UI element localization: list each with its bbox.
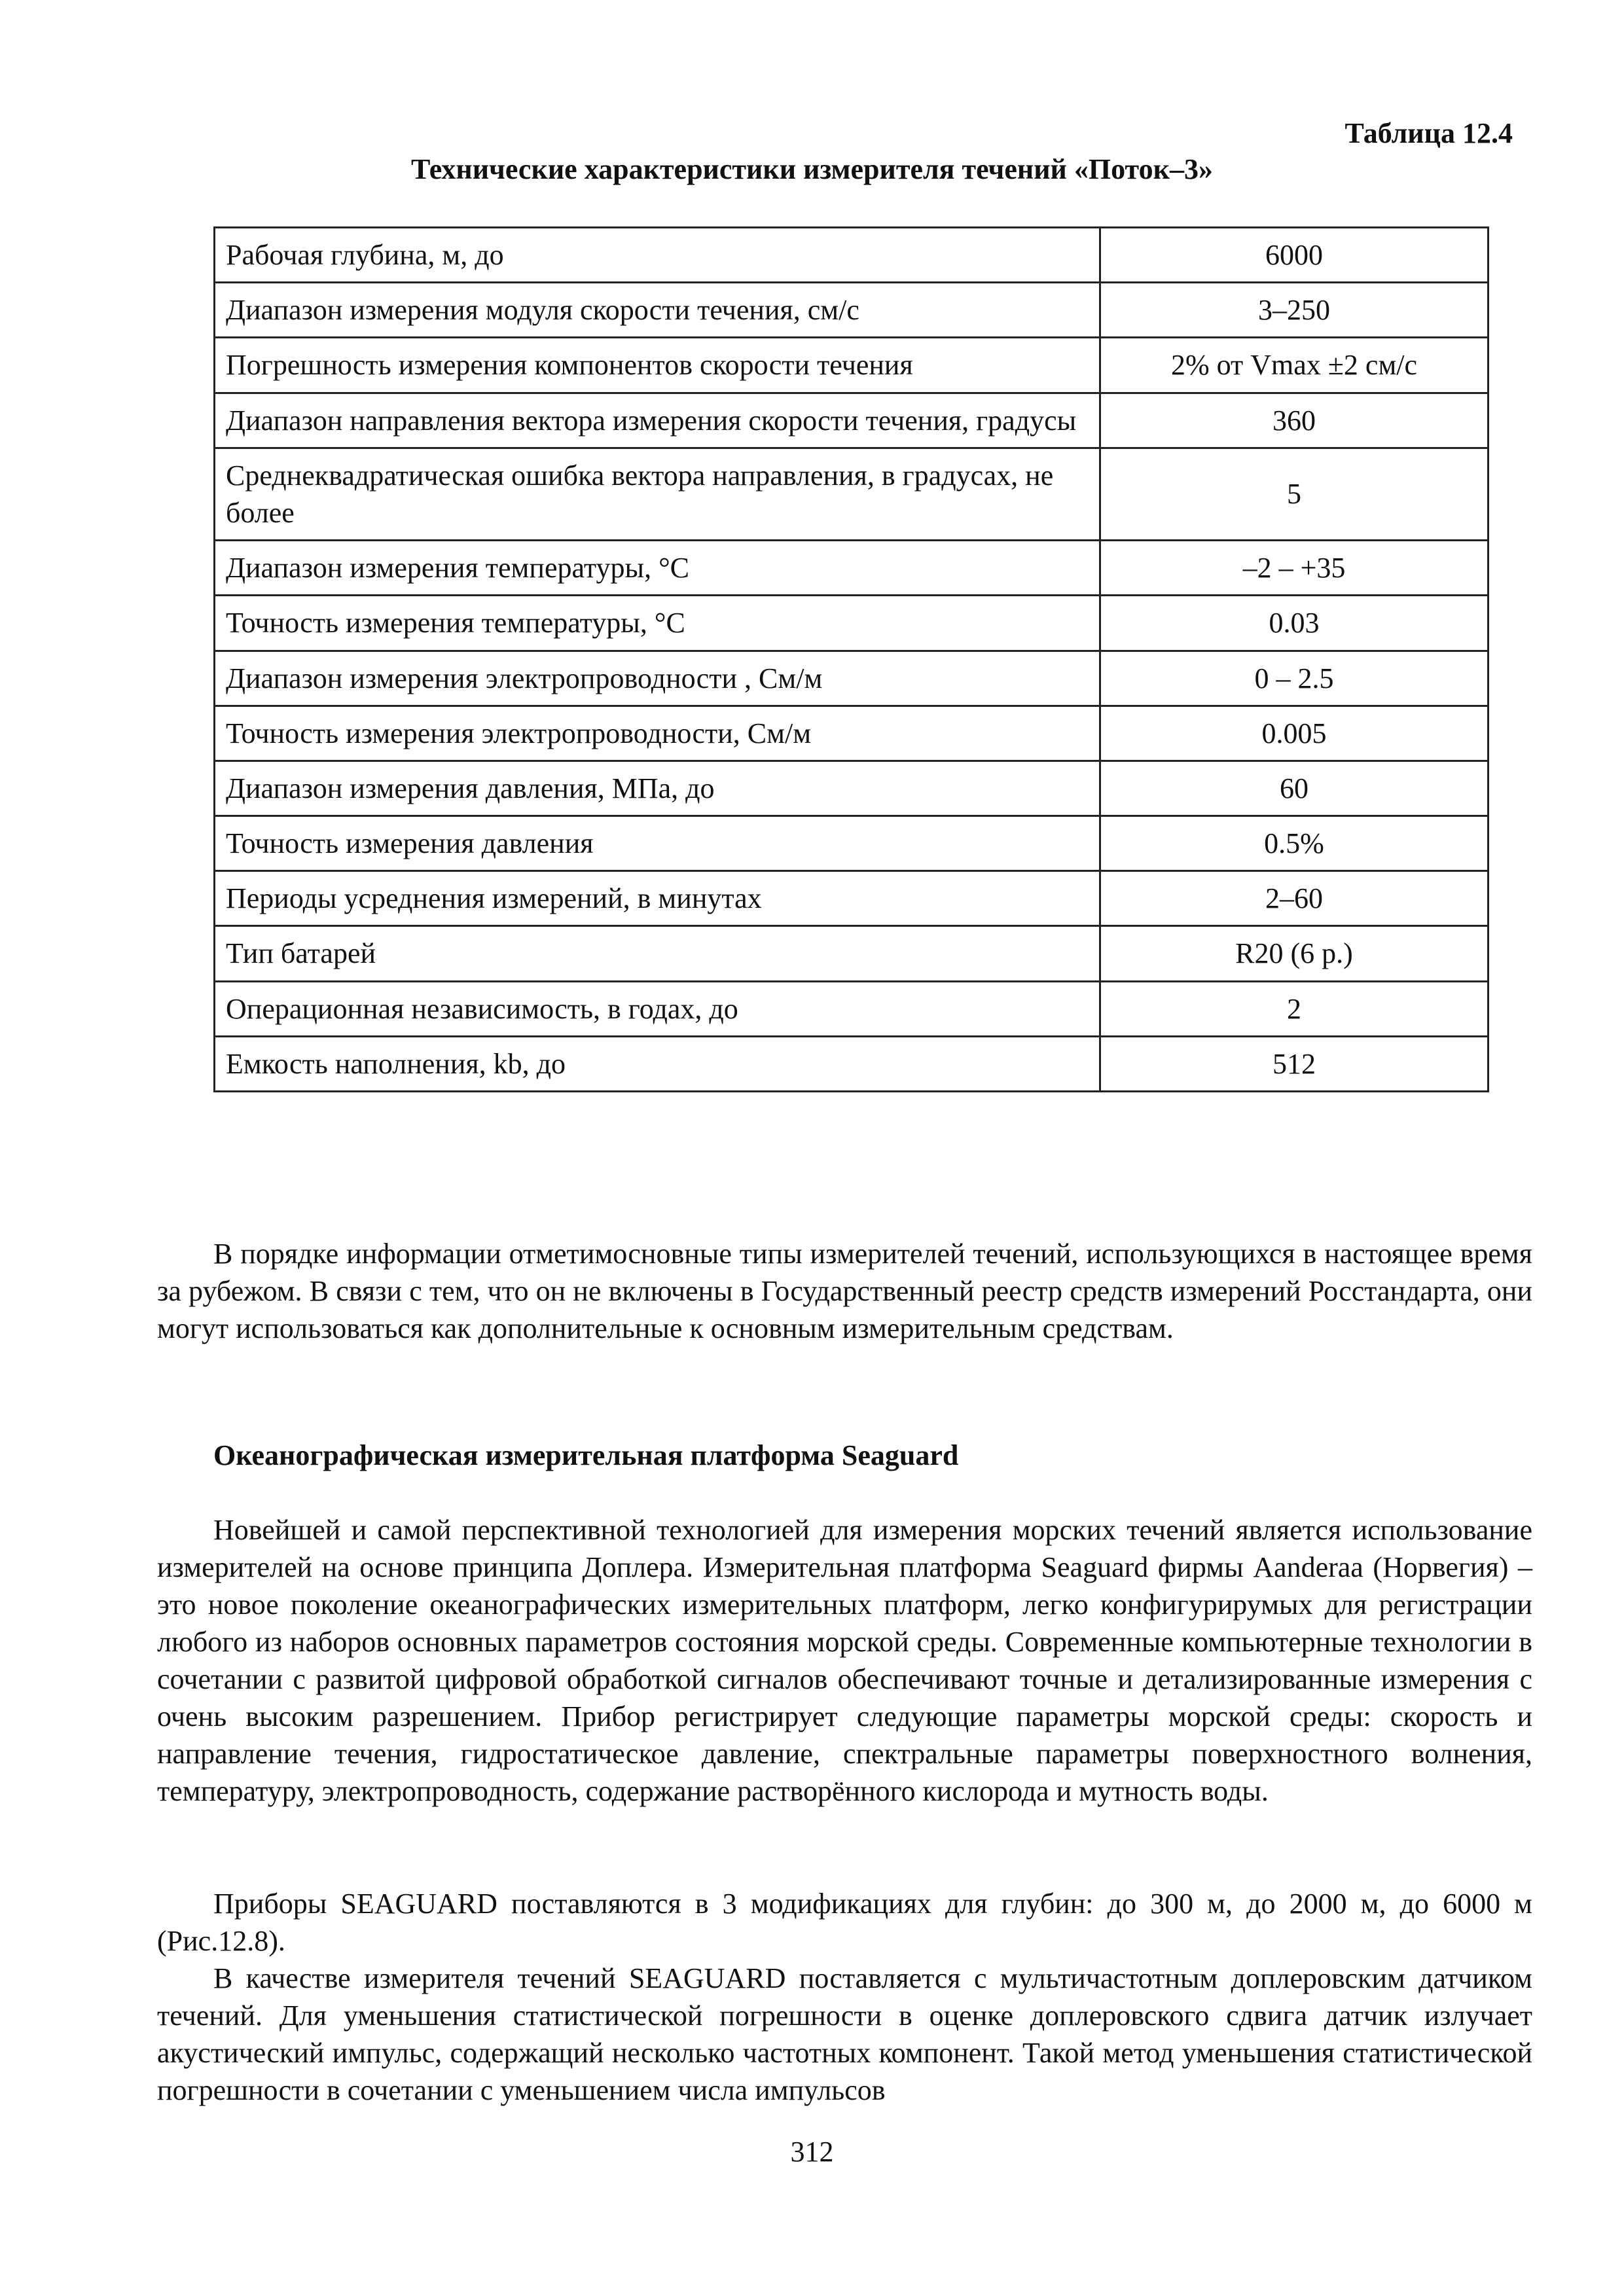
value-cell: –2 – +35: [1100, 541, 1489, 596]
value-cell: 2–60: [1100, 871, 1489, 926]
seaguard-paragraph-3: В качестве измерителя течений SEAGUARD поставляется с мультичастотным доплеровским датчиком течений. Для уменьшения статистической погрешности в оценке доплеровского сдвига датчик излучает акустический импульс, содержащий несколько частотных компонент. Такой метод уменьшения статистической погрешности в сочетании с уменьшением числа импульсов: [157, 1962, 1532, 2106]
table-row: [215, 1036, 1489, 1091]
value-cell: 6000: [1100, 228, 1489, 283]
seaguard-paragraph-1: Новейшей и самой перспективной технологией для измерения морских течений является использование измерителей на основе принципа Доплера. Измерительная платформа Seaguard фирмы Aanderaa (Норвегия) – это новое поколение океанографических измерительных платформ, легко конфигурирумых для регистрации любого из наборов основных параметров состояния морской среды. Современные компьютерные технологии в сочетании с развитой цифровой обработкой сигналов обеспечивают точные и детализированные измерения с очень высоким разрешением. Прибор регистрирует следующие параметры морской среды: скорость и направление течения, гидростатическое давление, спектральные параметры поверхностного волнения, температуру, электропроводность, содержание растворённого кислорода и мутность воды.: [157, 1514, 1532, 1807]
value-cell: 360: [1100, 393, 1489, 448]
parameter-cell: Диапазон измерения температуры, °С: [215, 541, 1100, 596]
table-row: [215, 651, 1489, 706]
table-row: [215, 228, 1489, 283]
seaguard-paragraph-2: Приборы SEAGUARD поставляются в 3 модификациях для глубин: до 300 м, до 2000 м, до 6000 м (Рис.12.8).: [157, 1888, 1532, 1957]
value-cell: 512: [1100, 1036, 1489, 1091]
table-row: [215, 706, 1489, 761]
value-cell: 0 – 2.5: [1100, 651, 1489, 706]
specifications-table: [213, 226, 1489, 1092]
parameter-cell: Диапазон направления вектора измерения скорости течения, градусы: [215, 393, 1100, 448]
parameter-cell: Рабочая глубина, м, до: [215, 228, 1100, 283]
value-cell: 5: [1100, 448, 1489, 540]
specifications-table-body: [215, 228, 1489, 1092]
value-cell: 60: [1100, 761, 1489, 816]
table-row: [215, 338, 1489, 393]
value-cell: 0.005: [1100, 706, 1489, 761]
parameter-cell: Периоды усреднения измерений, в минутах: [215, 871, 1100, 926]
parameter-cell: Погрешность измерения компонентов скорости течения: [215, 338, 1100, 393]
table-number: Таблица 12.4: [1344, 117, 1513, 149]
page-number: 312: [790, 2136, 834, 2168]
table-row: [215, 926, 1489, 981]
value-cell: 2% от Vmax ±2 см/с: [1100, 338, 1489, 393]
table-row: [215, 816, 1489, 871]
table-row: [215, 448, 1489, 540]
table-title: Технические характеристики измерителя течений «Поток–3»: [411, 153, 1213, 185]
table-row: [215, 871, 1489, 926]
intro-paragraph: В порядке информации отметимосновные типы измерителей течений, использующихся в настоящее время за рубежом. В связи с тем, что он не включены в Государственный реестр средств измерений Росстандарта, они могут использоваться как дополнительные к основным измерительным средствам.: [157, 1238, 1532, 1344]
parameter-cell: Точность измерения температуры, °С: [215, 596, 1100, 651]
parameter-cell: Диапазон измерения модуля скорости течения, см/с: [215, 283, 1100, 338]
table-row: [215, 596, 1489, 651]
parameter-cell: Диапазон измерения давления, МПа, до: [215, 761, 1100, 816]
table-row: [215, 283, 1489, 338]
section-heading: Океанографическая измерительная платформа Seaguard: [213, 1439, 959, 1471]
parameter-cell: Емкость наполнения, kb, до: [215, 1036, 1100, 1091]
parameter-cell: Среднеквадратическая ошибка вектора направления, в градусах, не более: [215, 448, 1100, 540]
table-row: [215, 393, 1489, 448]
value-cell: 0.03: [1100, 596, 1489, 651]
parameter-cell: Тип батарей: [215, 926, 1100, 981]
table-row: [215, 541, 1489, 596]
value-cell: 3–250: [1100, 283, 1489, 338]
value-cell: R20 (6 р.): [1100, 926, 1489, 981]
value-cell: 2: [1100, 981, 1489, 1036]
parameter-cell: Операционная независимость, в годах, до: [215, 981, 1100, 1036]
parameter-cell: Точность измерения давления: [215, 816, 1100, 871]
parameter-cell: Точность измерения электропроводности, См/м: [215, 706, 1100, 761]
table-row: [215, 981, 1489, 1036]
value-cell: 0.5%: [1100, 816, 1489, 871]
table-row: [215, 761, 1489, 816]
parameter-cell: Диапазон измерения электропроводности , См/м: [215, 651, 1100, 706]
